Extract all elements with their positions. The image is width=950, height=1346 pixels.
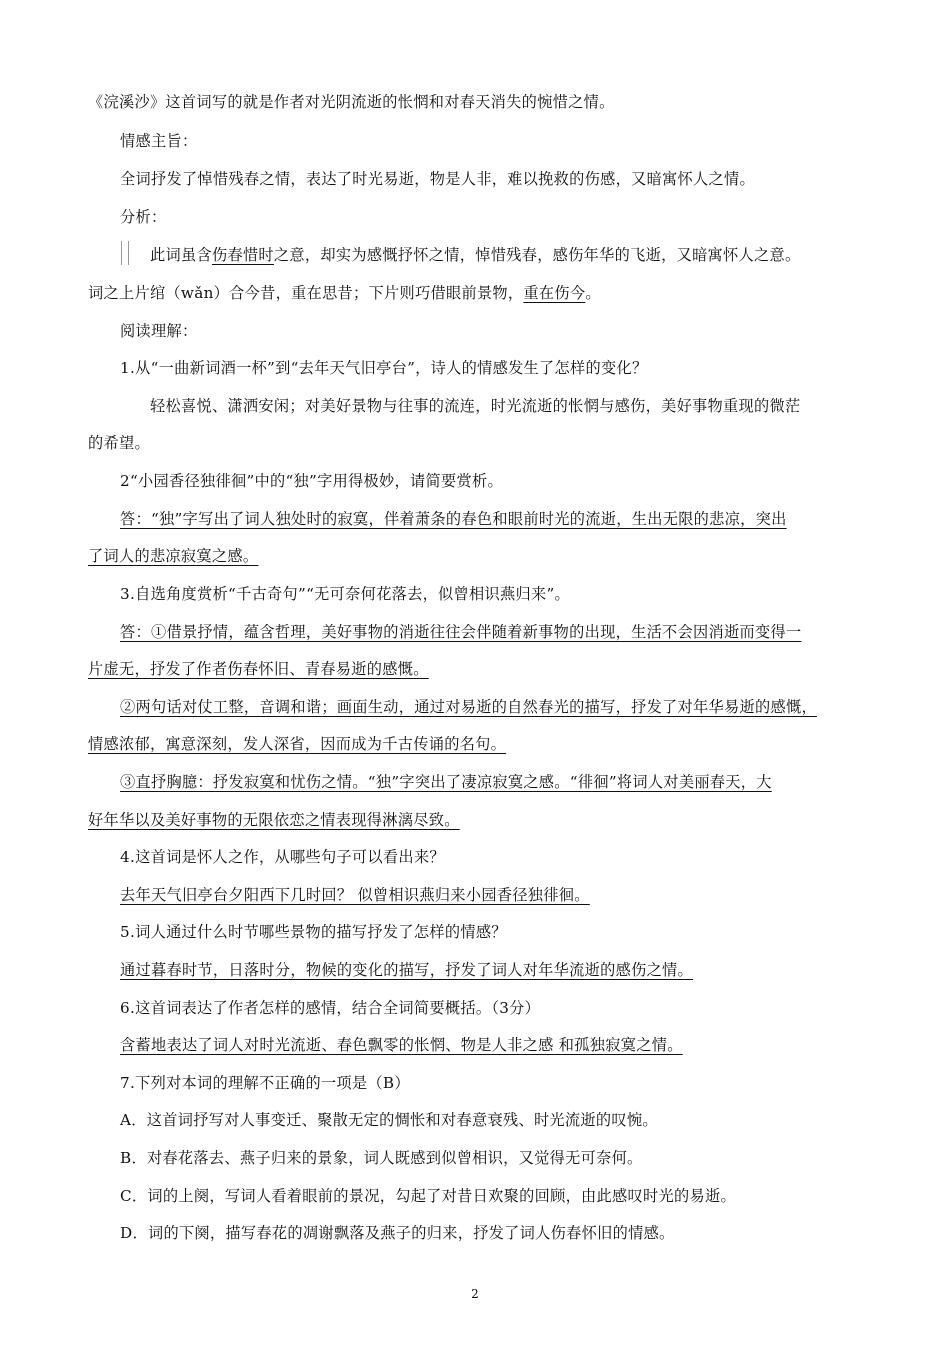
answer: [88, 734, 868, 754]
analysis-text: 。: [585, 284, 601, 302]
analysis-highlight: 重在伤今: [523, 284, 586, 302]
answer-text: ②两句话对仗工整，音调和谐；画面生动，通过对易逝的自然春光的描写，抒发了对年华易逝的感慨，: [120, 698, 817, 716]
analysis-line: [88, 283, 868, 303]
answer: [88, 659, 868, 679]
answer: 的希望。: [88, 434, 150, 452]
section-heading: 情感主旨：: [120, 132, 198, 150]
answer: [120, 960, 868, 980]
choice-a: A．这首词抒写对人事变迁、聚散无定的惆怅和对春意衰残、时光流逝的叹惋。: [120, 1111, 658, 1129]
analysis-text: 词之上片绾（wǎn）合今昔，重在思昔；下片则巧借眼前景物，: [88, 284, 524, 302]
choice-d: D．词的下阕，描写春花的凋谢飘落及燕子的归来，抒发了词人伤春怀旧的情感。: [120, 1224, 675, 1242]
analysis-highlight: 伤春惜时: [211, 246, 274, 264]
answer-text: 片虚无，抒发了作者伤春怀旧、青春易逝的感慨。: [88, 660, 429, 678]
answer-text: 好年华以及美好事物的无限依恋之情表现得淋漓尽致。: [88, 811, 460, 829]
answer-text: 答：①借景抒情，蕴含哲理，美好事物的消逝往往会伴随着新事物的出现，生活不会因消逝而变得一: [120, 623, 802, 641]
answer: [120, 509, 868, 529]
answer: [120, 622, 868, 642]
section-heading: 分析：: [120, 208, 167, 226]
answer-text: 情感浓郁，寓意深刻，发人深省，因而成为千古传诵的名句。: [88, 735, 507, 753]
question: 6.这首词表达了作者怎样的感情，结合全词简要概括。（3分）: [120, 999, 541, 1017]
answer: 轻松喜悦、潇洒安闲；对美好景物与往事的流连，时光流逝的怅惘与感伤，美好事物重现的微茫: [150, 397, 801, 415]
answer-text: 答：“独”字写出了词人独处时的寂寞，伴着萧条的春色和眼前时光的流逝，生出无限的悲凉，突出: [120, 510, 787, 528]
answer: [120, 772, 868, 792]
analysis-text: 之意，却实为感慨抒怀之情，悼惜残春，感伤年华的飞逝，又暗寓怀人之意。: [273, 246, 801, 264]
analysis-line: [150, 245, 868, 265]
comment-marker: [121, 241, 129, 265]
answer-text: 去年天气旧亭台夕阳西下几时回？ 似曾相识燕归来小园香径独徘徊。: [120, 886, 590, 904]
question: 2“小园香径独徘徊”中的“独”字用得极妙，请简要赏析。: [120, 472, 503, 490]
answer: [120, 885, 868, 905]
page-number: 2: [471, 1287, 479, 1301]
analysis-text: 此词虽含: [150, 246, 212, 264]
answer: [120, 697, 868, 717]
answer-text: 了词人的悲凉寂寞之感。: [88, 547, 259, 565]
choice-c: C．词的上阕，写词人看着眼前的景况，勾起了对昔日欢聚的回顾，由此感叹时光的易逝。: [120, 1187, 736, 1205]
text-line: 全词抒发了悼惜残春之情，表达了时光易逝，物是人非，难以挽救的伤感，又暗寓怀人之情。: [120, 170, 755, 188]
choice-b: B．对春花落去、燕子归来的景象，词人既感到似曾相识，又觉得无可奈何。: [120, 1149, 643, 1167]
section-heading: 阅读理解：: [120, 322, 198, 340]
answer: [120, 1035, 868, 1055]
text-line: 《浣溪沙》这首词写的就是作者对光阴流逝的怅惘和对春天消失的惋惜之情。: [88, 93, 615, 111]
answer-text: 含蓄地表达了词人对时光流逝、春色飘零的怅惘、物是人非之感 和孤独寂寞之情。: [120, 1036, 683, 1054]
question: 1.从“一曲新词酒一杯”到“去年天气旧亭台”，诗人的情感发生了怎样的变化？: [120, 359, 648, 377]
question: 4.这首词是怀人之作，从哪些句子可以看出来？: [120, 848, 445, 866]
question: 3.自选角度赏析“千古奇句”“无可奈何花落去，似曾相识燕归来”。: [120, 585, 571, 603]
question: 5.词人通过什么时节哪些景物的描写抒发了怎样的情感？: [120, 923, 507, 941]
answer-text: ③直抒胸臆：抒发寂寞和忧伤之情。“独”字突出了凄凉寂寞之感。“徘徊”将词人对美丽春天，大: [120, 773, 772, 791]
answer: [88, 810, 868, 830]
question: 7.下列对本词的理解不正确的一项是（B）: [120, 1074, 410, 1092]
answer: [88, 546, 868, 566]
answer-text: 通过暮春时节，日落时分，物候的变化的描写，抒发了词人对年华流逝的感伤之情。: [120, 961, 694, 979]
